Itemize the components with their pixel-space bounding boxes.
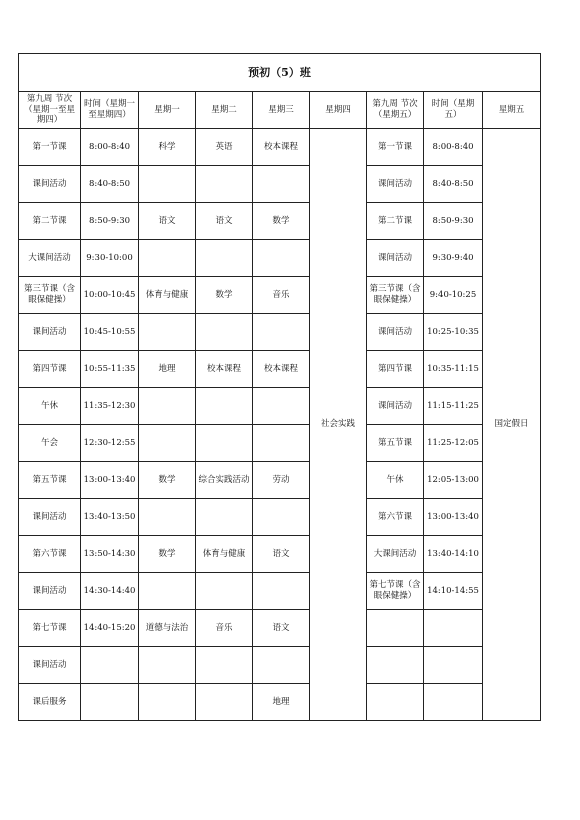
header-thursday: 星期四 bbox=[310, 92, 367, 129]
period-cell: 第三节课（含眼保健操） bbox=[19, 277, 81, 314]
wednesday-cell bbox=[253, 388, 310, 425]
wednesday-cell bbox=[253, 425, 310, 462]
friday-period-cell: 课间活动 bbox=[367, 314, 424, 351]
table-row bbox=[19, 647, 541, 684]
monday-cell bbox=[139, 388, 196, 425]
monday-cell: 数学 bbox=[139, 462, 196, 499]
friday-time-cell: 9:30-9:40 bbox=[424, 240, 483, 277]
time-cell: 12:30-12:55 bbox=[81, 425, 139, 462]
header-friday-time: 时间（星期五） bbox=[424, 92, 483, 129]
friday-period-cell bbox=[367, 610, 424, 647]
table-row bbox=[19, 536, 541, 573]
friday-time-cell: 12:05-13:00 bbox=[424, 462, 483, 499]
friday-merged-cell: 国定假日 bbox=[483, 129, 541, 721]
header-friday: 星期五 bbox=[483, 92, 541, 129]
tuesday-cell: 校本课程 bbox=[196, 351, 253, 388]
friday-period-cell: 第七节课（含眼保健操） bbox=[367, 573, 424, 610]
monday-cell bbox=[139, 573, 196, 610]
timetable-sheet bbox=[18, 53, 540, 721]
table-row bbox=[19, 203, 541, 240]
period-cell: 第五节课 bbox=[19, 462, 81, 499]
period-cell: 课间活动 bbox=[19, 647, 81, 684]
table-row bbox=[19, 499, 541, 536]
friday-period-cell: 第二节课 bbox=[367, 203, 424, 240]
period-cell: 第二节课 bbox=[19, 203, 81, 240]
time-cell: 8:50-9:30 bbox=[81, 203, 139, 240]
time-cell: 10:55-11:35 bbox=[81, 351, 139, 388]
tuesday-cell: 音乐 bbox=[196, 610, 253, 647]
header-wednesday: 星期三 bbox=[253, 92, 310, 129]
monday-cell bbox=[139, 647, 196, 684]
header-time: 时间（星期一至星期四） bbox=[81, 92, 139, 129]
friday-period-cell: 第五节课 bbox=[367, 425, 424, 462]
monday-cell: 道德与法治 bbox=[139, 610, 196, 647]
header-week-period: 第九周 节次（星期一至星期四） bbox=[19, 92, 81, 129]
period-cell: 课后服务 bbox=[19, 684, 81, 721]
wednesday-cell: 校本课程 bbox=[253, 129, 310, 166]
tuesday-cell bbox=[196, 573, 253, 610]
time-cell: 10:45-10:55 bbox=[81, 314, 139, 351]
monday-cell: 体育与健康 bbox=[139, 277, 196, 314]
wednesday-cell: 语文 bbox=[253, 610, 310, 647]
time-cell: 13:00-13:40 bbox=[81, 462, 139, 499]
period-cell: 第六节课 bbox=[19, 536, 81, 573]
time-cell: 8:40-8:50 bbox=[81, 166, 139, 203]
wednesday-cell bbox=[253, 166, 310, 203]
thursday-merged-cell: 社会实践 bbox=[310, 129, 367, 721]
friday-period-cell: 第三节课（含眼保健操） bbox=[367, 277, 424, 314]
friday-period-cell: 课间活动 bbox=[367, 388, 424, 425]
friday-period-cell bbox=[367, 684, 424, 721]
period-cell: 午会 bbox=[19, 425, 81, 462]
wednesday-cell: 语文 bbox=[253, 536, 310, 573]
table-row bbox=[19, 388, 541, 425]
wednesday-cell bbox=[253, 240, 310, 277]
friday-time-cell: 8:40-8:50 bbox=[424, 166, 483, 203]
friday-time-cell: 13:00-13:40 bbox=[424, 499, 483, 536]
wednesday-cell: 校本课程 bbox=[253, 351, 310, 388]
time-cell: 11:35-12:30 bbox=[81, 388, 139, 425]
monday-cell: 地理 bbox=[139, 351, 196, 388]
time-cell: 14:30-14:40 bbox=[81, 573, 139, 610]
time-cell: 13:50-14:30 bbox=[81, 536, 139, 573]
tuesday-cell bbox=[196, 388, 253, 425]
monday-cell: 数学 bbox=[139, 536, 196, 573]
table-row bbox=[19, 425, 541, 462]
period-cell: 大课间活动 bbox=[19, 240, 81, 277]
friday-period-cell: 第一节课 bbox=[367, 129, 424, 166]
period-cell: 午休 bbox=[19, 388, 81, 425]
period-cell: 第七节课 bbox=[19, 610, 81, 647]
table-row bbox=[19, 573, 541, 610]
wednesday-cell: 数学 bbox=[253, 203, 310, 240]
time-cell: 10:00-10:45 bbox=[81, 277, 139, 314]
friday-period-cell: 大课间活动 bbox=[367, 536, 424, 573]
friday-period-cell: 午休 bbox=[367, 462, 424, 499]
friday-period-cell: 课间活动 bbox=[367, 240, 424, 277]
tuesday-cell bbox=[196, 166, 253, 203]
wednesday-cell: 音乐 bbox=[253, 277, 310, 314]
period-cell: 第四节课 bbox=[19, 351, 81, 388]
time-cell bbox=[81, 684, 139, 721]
header-monday: 星期一 bbox=[139, 92, 196, 129]
time-cell: 13:40-13:50 bbox=[81, 499, 139, 536]
table-row bbox=[19, 684, 541, 721]
table-row bbox=[19, 314, 541, 351]
period-cell: 第一节课 bbox=[19, 129, 81, 166]
period-cell: 课间活动 bbox=[19, 314, 81, 351]
tuesday-cell bbox=[196, 499, 253, 536]
wednesday-cell: 地理 bbox=[253, 684, 310, 721]
friday-time-cell: 14:10-14:55 bbox=[424, 573, 483, 610]
friday-time-cell: 10:35-11:15 bbox=[424, 351, 483, 388]
monday-cell bbox=[139, 684, 196, 721]
table-row bbox=[19, 462, 541, 499]
tuesday-cell bbox=[196, 684, 253, 721]
monday-cell: 语文 bbox=[139, 203, 196, 240]
table-row bbox=[19, 240, 541, 277]
table-row bbox=[19, 351, 541, 388]
tuesday-cell bbox=[196, 314, 253, 351]
monday-cell bbox=[139, 240, 196, 277]
friday-time-cell: 11:15-11:25 bbox=[424, 388, 483, 425]
friday-time-cell: 9:40-10:25 bbox=[424, 277, 483, 314]
timetable bbox=[18, 53, 541, 721]
time-cell bbox=[81, 647, 139, 684]
tuesday-cell bbox=[196, 647, 253, 684]
monday-cell bbox=[139, 425, 196, 462]
table-row bbox=[19, 166, 541, 203]
table-row bbox=[19, 129, 541, 166]
wednesday-cell bbox=[253, 573, 310, 610]
table-row bbox=[19, 610, 541, 647]
tuesday-cell bbox=[196, 240, 253, 277]
friday-time-cell bbox=[424, 684, 483, 721]
monday-cell bbox=[139, 314, 196, 351]
time-cell: 14:40-15:20 bbox=[81, 610, 139, 647]
tuesday-cell: 综合实践活动 bbox=[196, 462, 253, 499]
tuesday-cell bbox=[196, 425, 253, 462]
period-cell: 课间活动 bbox=[19, 573, 81, 610]
wednesday-cell bbox=[253, 499, 310, 536]
time-cell: 8:00-8:40 bbox=[81, 129, 139, 166]
friday-time-cell: 10:25-10:35 bbox=[424, 314, 483, 351]
friday-time-cell: 11:25-12:05 bbox=[424, 425, 483, 462]
tuesday-cell: 体育与健康 bbox=[196, 536, 253, 573]
friday-period-cell bbox=[367, 647, 424, 684]
page-title: 预初（5）班 bbox=[19, 54, 541, 92]
wednesday-cell: 劳动 bbox=[253, 462, 310, 499]
wednesday-cell bbox=[253, 314, 310, 351]
friday-period-cell: 第六节课 bbox=[367, 499, 424, 536]
period-cell: 课间活动 bbox=[19, 499, 81, 536]
friday-time-cell: 8:50-9:30 bbox=[424, 203, 483, 240]
tuesday-cell: 数学 bbox=[196, 277, 253, 314]
friday-time-cell bbox=[424, 610, 483, 647]
tuesday-cell: 英语 bbox=[196, 129, 253, 166]
friday-time-cell: 8:00-8:40 bbox=[424, 129, 483, 166]
monday-cell bbox=[139, 166, 196, 203]
monday-cell bbox=[139, 499, 196, 536]
time-cell: 9:30-10:00 bbox=[81, 240, 139, 277]
friday-period-cell: 课间活动 bbox=[367, 166, 424, 203]
table-row bbox=[19, 277, 541, 314]
header-tuesday: 星期二 bbox=[196, 92, 253, 129]
tuesday-cell: 语文 bbox=[196, 203, 253, 240]
period-cell: 课间活动 bbox=[19, 166, 81, 203]
header-friday-period: 第九周 节次（星期五） bbox=[367, 92, 424, 129]
friday-time-cell: 13:40-14:10 bbox=[424, 536, 483, 573]
friday-period-cell: 第四节课 bbox=[367, 351, 424, 388]
friday-time-cell bbox=[424, 647, 483, 684]
monday-cell: 科学 bbox=[139, 129, 196, 166]
wednesday-cell bbox=[253, 647, 310, 684]
